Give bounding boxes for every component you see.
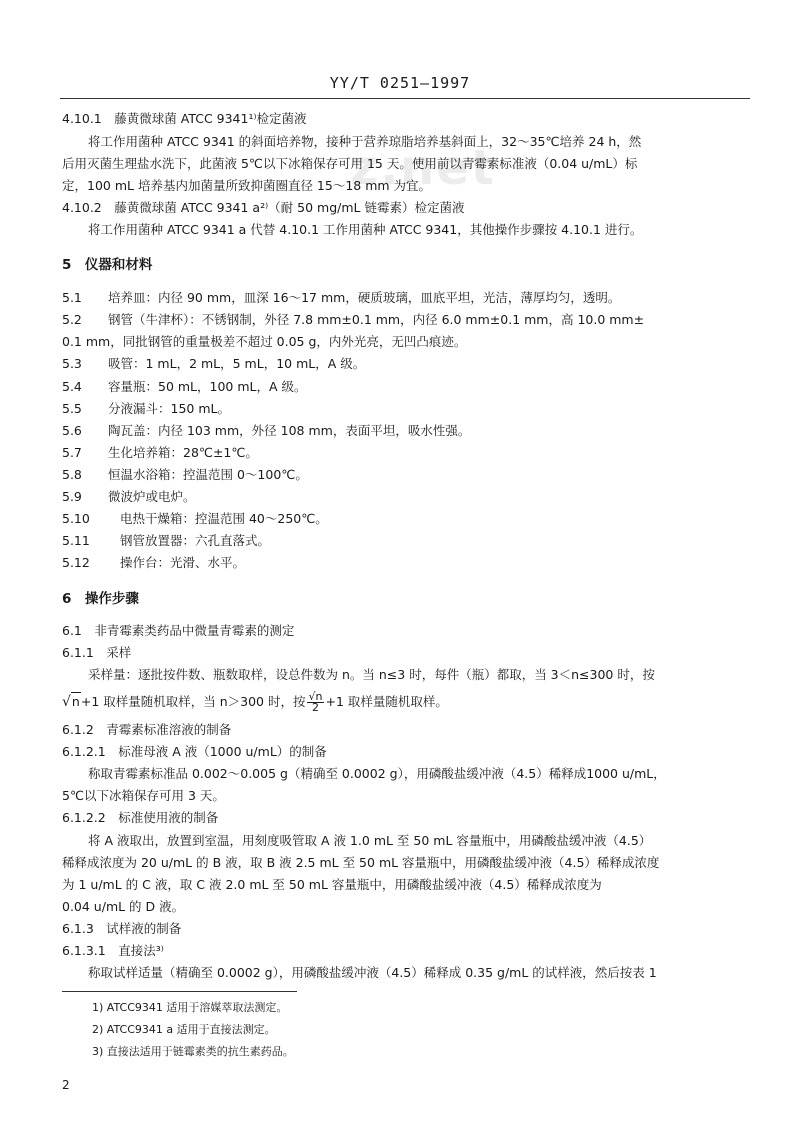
- heading-4-10-1: 4.10.1 藤黄微球菌 ATCC 9341¹⁾检定菌液: [62, 111, 307, 126]
- item-number: 5.6: [62, 423, 82, 438]
- list-item-5-11: [62, 532, 270, 550]
- sqrt-operand: n: [71, 694, 80, 709]
- item-text: 陶瓦盖：内径 103 mm，外径 108 mm，表面平坦，吸水性强。: [108, 423, 471, 438]
- list-item-5-5: [62, 400, 230, 418]
- fraction: [307, 692, 325, 713]
- item-number: 5.12: [62, 555, 90, 570]
- item-text: 钢管（牛津杯）：不锈钢制，外径 7.8 mm±0.1 mm，内径 6.0 mm±0.1 mm，高 10.0 mm±: [108, 312, 645, 327]
- paragraph-line: 5℃以下冰箱保存可用 3 天。: [62, 788, 225, 803]
- list-item-5-10: [62, 510, 328, 528]
- list-item-5-2: [62, 311, 644, 329]
- formula-text: +1 取样量随机取样。: [325, 694, 448, 709]
- heading-6-1: 6.1 非青霉素类药品中微量青霉素的测定: [62, 623, 295, 638]
- paragraph-line-formula: [62, 692, 448, 713]
- list-item-5-6: [62, 422, 470, 440]
- formula-text: +1 取样量随机取样，当 n＞300 时，按: [80, 694, 306, 709]
- heading-4-10-2: 4.10.2 藤黄微球菌 ATCC 9341 a²⁾（耐 50 mg/mL 链霉素）检定菌液: [62, 200, 465, 215]
- heading-6-1-2-2: 6.1.2.2 标准使用液的制备: [62, 810, 219, 825]
- paragraph-line: 将工作用菌种 ATCC 9341 a 代替 4.10.1 工作用菌种 ATCC 9341，其他操作步骤按 4.10.1 进行。: [88, 222, 643, 237]
- radical-sign: √: [62, 694, 71, 710]
- paragraph-line: 称取青霉素标准品 0.002～0.005 g（精确至 0.0002 g），用磷酸盐缓冲液（4.5）稀释成1000 u/mL，: [88, 766, 666, 781]
- item-number: 5.9: [62, 489, 82, 504]
- paragraph-line: 定，100 mL 培养基内加菌量所致抑菌圈直径 15～18 mm 为宜。: [62, 178, 432, 193]
- list-item-5-1: [62, 289, 620, 307]
- list-item-5-4: [62, 378, 307, 396]
- item-number: 5.11: [62, 533, 90, 548]
- paragraph-line: 为 1 u/mL 的 C 液，取 C 液 2.0 mL 至 50 mL 容量瓶中，用磷酸盐缓冲液（4.5）稀释成浓度为: [62, 877, 602, 892]
- list-item-5-7: [62, 444, 258, 462]
- footnote-2: 2) ATCC9341 a 适用于直接法测定。: [92, 1023, 276, 1036]
- page-number: 2: [62, 1078, 70, 1092]
- item-number: 5.8: [62, 467, 82, 482]
- item-number: 5.1: [62, 290, 82, 305]
- item-text: 分液漏斗：150 mL。: [108, 401, 230, 416]
- heading-6-1-2: 6.1.2 青霉素标准溶液的制备: [62, 722, 232, 737]
- paragraph-line: 将工作用菌种 ATCC 9341 的斜面培养物，接种于营养琼脂培养基斜面上，32～35℃培养 24 h，然: [88, 134, 642, 149]
- list-item-5-2-cont: 0.1 mm，同批钢管的重量极差不超过 0.05 g，内外光亮，无凹凸痕迹。: [62, 334, 467, 349]
- item-text: 生化培养箱：28℃±1℃。: [108, 445, 258, 460]
- item-number: 5.7: [62, 445, 82, 460]
- item-text: 培养皿：内径 90 mm，皿深 16～17 mm，硬质玻璃，皿底平坦，光洁，薄厚均匀，透明。: [108, 290, 621, 305]
- list-item-5-9: [62, 488, 196, 506]
- footnote-rule: [62, 991, 297, 992]
- watermark: z.net: [350, 140, 496, 196]
- section-5-title: 5 仪器和材料: [62, 257, 153, 273]
- footnote-1: 1) ATCC9341 适用于溶媒萃取法测定。: [92, 1001, 288, 1014]
- paragraph-line: 称取试样适量（精确至 0.0002 g），用磷酸盐缓冲液（4.5）稀释成 0.35 g/mL 的试样液，然后按表 1: [88, 965, 657, 980]
- list-item-5-12: [62, 554, 245, 572]
- standard-header: YY/T 0251—1997: [329, 74, 471, 92]
- item-text: 电热干燥箱：控温范围 40～250℃。: [120, 511, 328, 526]
- item-number: 5.4: [62, 379, 82, 394]
- paragraph-line: 后用灭菌生理盐水洗下，此菌液 5℃以下冰箱保存可用 15 天。使用前以青霉素标准液（0.04 u/mL）标: [62, 156, 638, 171]
- item-text: 吸管：1 mL，2 mL，5 mL，10 mL，A 级。: [108, 356, 366, 371]
- heading-6-1-3: 6.1.3 试样液的制备: [62, 921, 182, 936]
- heading-6-1-2-1: 6.1.2.1 标准母液 A 液（1000 u/mL）的制备: [62, 744, 327, 759]
- paragraph-line: 将 A 液取出，放置到室温，用刻度吸管取 A 液 1.0 mL 至 50 mL 容量瓶中，用磷酸盐缓冲液（4.5）: [88, 833, 652, 848]
- list-item-5-3: [62, 355, 365, 373]
- item-number: 5.3: [62, 356, 82, 371]
- paragraph-line: 稀释成浓度为 20 u/mL 的 B 液，取 B 液 2.5 mL 至 50 mL 容量瓶中，用磷酸盐缓冲液（4.5）稀释成浓度: [62, 855, 660, 870]
- footnote-3: 3) 直接法适用于链霉素类的抗生素药品。: [92, 1045, 294, 1058]
- section-6-title: 6 操作步骤: [62, 591, 139, 607]
- item-number: 5.2: [62, 312, 82, 327]
- item-text: 容量瓶：50 mL，100 mL，A 级。: [108, 379, 307, 394]
- item-number: 5.10: [62, 511, 90, 526]
- header-rule: [60, 98, 750, 99]
- heading-6-1-1: 6.1.1 采样: [62, 645, 132, 660]
- item-text: 恒温水浴箱：控温范围 0～100℃。: [108, 467, 308, 482]
- fraction-numerator: √n: [308, 690, 323, 703]
- item-number: 5.5: [62, 401, 82, 416]
- item-text: 钢管放置器：六孔直落式。: [120, 533, 271, 548]
- fraction-denominator: 2: [311, 701, 319, 714]
- list-item-5-8: [62, 466, 308, 484]
- paragraph-line: 采样量：逐批按件数、瓶数取样，设总件数为 n。当 n≤3 时，每件（瓶）都取，当 3＜n≤300 时，按: [88, 667, 655, 682]
- paragraph-line: 0.04 u/mL 的 D 液。: [62, 899, 185, 914]
- heading-6-1-3-1: 6.1.3.1 直接法³⁾: [62, 943, 164, 958]
- item-text: 操作台：光滑、水平。: [120, 555, 246, 570]
- item-text: 微波炉或电炉。: [108, 489, 196, 504]
